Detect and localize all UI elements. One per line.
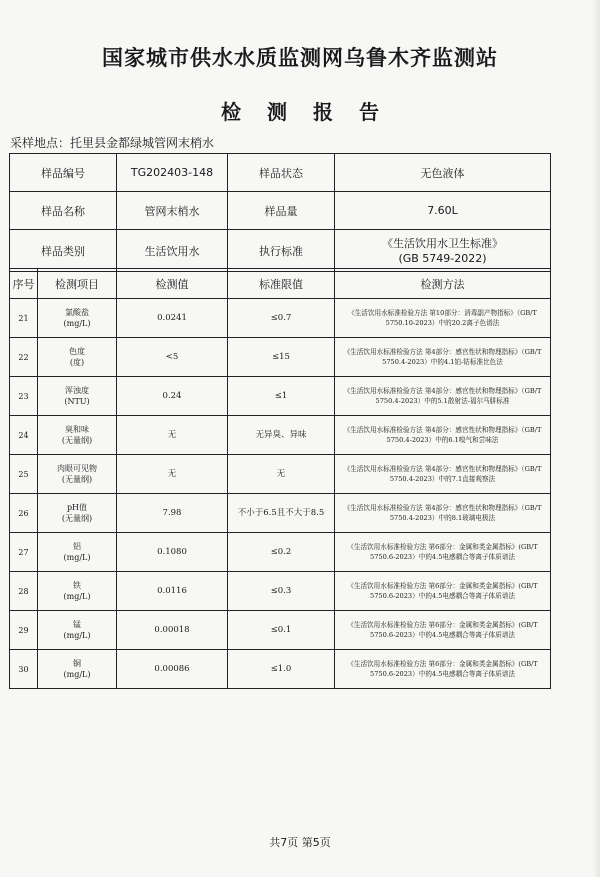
table-row — [10, 494, 551, 533]
sample-category-value: 生活饮用水 — [117, 230, 228, 272]
standard-value — [335, 230, 551, 272]
results-header-row — [10, 269, 551, 299]
item-unit: (mg/L) — [63, 553, 91, 562]
item-name: pH值 — [66, 503, 88, 512]
results-table — [9, 268, 551, 689]
test-method: 《生活饮用水标准检验方法 第4部分：感官性状和物理指标》（GB/T 5750.4-2023）中的7.1直接观察法 — [335, 455, 551, 494]
report-title: 检测报告 — [221, 100, 405, 124]
test-method: 《生活饮用水标准检验方法 第6部分：金属和类金属指标》(GB/T 5750.6-2023）中的4.5电感耦合等离子体质谱法 — [335, 572, 551, 611]
test-method: 《生活饮用水标准检验方法 第6部分：金属和类金属指标》(GB/T 5750.6-2023）中的4.5电感耦合等离子体质谱法 — [335, 650, 551, 689]
item-name: 铝 — [73, 542, 81, 551]
item-unit: (度) — [69, 358, 85, 367]
sample-id-label: 样品编号 — [10, 154, 117, 192]
item-unit: (无量纲) — [61, 475, 93, 484]
test-value: 7.98 — [117, 494, 228, 533]
item-unit: (mg/L) — [63, 670, 91, 679]
item-name: 色度 — [69, 347, 85, 356]
item-name: 铁 — [73, 581, 81, 590]
sample-name-label: 样品名称 — [10, 192, 117, 230]
row-number: 24 — [10, 416, 38, 455]
header-method: 检测方法 — [335, 269, 551, 299]
standard-limit: ≤1.0 — [228, 650, 335, 689]
row-number: 21 — [10, 299, 38, 338]
item-unit: (mg/L) — [63, 592, 91, 601]
table-row — [10, 533, 551, 572]
sample-qty-value: 7.60L — [335, 192, 551, 230]
table-row — [10, 377, 551, 416]
test-item — [38, 455, 117, 494]
item-name: 铜 — [73, 659, 81, 668]
item-unit: (NTU) — [64, 397, 90, 406]
item-unit: (无量纲) — [61, 514, 93, 523]
standard-limit: 无异臭、异味 — [228, 416, 335, 455]
item-unit: (mg/L) — [63, 631, 91, 640]
table-row — [10, 338, 551, 377]
test-method: 《生活饮用水标准检验方法 第6部分：金属和类金属指标》(GB/T 5750.6-2023）中的4.5电感耦合等离子体质谱法 — [335, 533, 551, 572]
test-method: 《生活饮用水标准检验方法 第10部分：消毒副产物指标》（GB/T 5750.10-2023）中的20.2离子色谱法 — [335, 299, 551, 338]
header-limit: 标准限值 — [228, 269, 335, 299]
test-method: 《生活饮用水标准检验方法 第4部分：感官性状和物理指标》（GB/T 5750.4-2023）中的4.1铂-钴标准比色法 — [335, 338, 551, 377]
row-number: 26 — [10, 494, 38, 533]
test-value: 0.00018 — [117, 611, 228, 650]
test-item — [38, 416, 117, 455]
item-name: 氯酸盐 — [65, 308, 89, 317]
results-body — [10, 299, 551, 689]
scan-edge — [592, 0, 600, 877]
standard-limit: ≤15 — [228, 338, 335, 377]
table-row — [10, 299, 551, 338]
standard-limit: ≤0.2 — [228, 533, 335, 572]
test-value: 0.0116 — [117, 572, 228, 611]
item-name: 浑浊度 — [65, 386, 89, 395]
test-item — [38, 611, 117, 650]
test-value: 0.24 — [117, 377, 228, 416]
sample-state-value: 无色液体 — [335, 154, 551, 192]
row-number: 29 — [10, 611, 38, 650]
item-unit: (无量纲) — [61, 436, 93, 445]
sample-category-label: 样品类别 — [10, 230, 117, 272]
test-value: <5 — [117, 338, 228, 377]
test-item — [38, 650, 117, 689]
table-row — [10, 455, 551, 494]
item-name: 肉眼可见物 — [57, 464, 97, 473]
sample-info-table — [9, 153, 551, 272]
row-number: 30 — [10, 650, 38, 689]
test-value: 无 — [117, 416, 228, 455]
sample-qty-label: 样品量 — [228, 192, 335, 230]
standard-name: 《生活饮用水卫生标准》 — [382, 236, 503, 250]
table-row — [10, 650, 551, 689]
header-no: 序号 — [10, 269, 38, 299]
table-row — [10, 611, 551, 650]
row-number: 22 — [10, 338, 38, 377]
test-item — [38, 494, 117, 533]
header-item: 检测项目 — [38, 269, 117, 299]
table-row — [10, 572, 551, 611]
sample-name-value: 管网末梢水 — [117, 192, 228, 230]
test-value: 0.00086 — [117, 650, 228, 689]
standard-limit: 无 — [228, 455, 335, 494]
test-value: 0.1080 — [117, 533, 228, 572]
row-number: 23 — [10, 377, 38, 416]
test-item — [38, 572, 117, 611]
sample-state-label: 样品状态 — [228, 154, 335, 192]
test-method: 《生活饮用水标准检验方法 第4部分：感官性状和物理指标》（GB/T 5750.4-2023）中的8.1玻璃电极法 — [335, 494, 551, 533]
row-number: 27 — [10, 533, 38, 572]
standard-limit: ≤1 — [228, 377, 335, 416]
page-number: 共7页 第5页 — [269, 836, 331, 849]
test-item — [38, 533, 117, 572]
item-unit: (mg/L) — [63, 319, 91, 328]
test-item — [38, 338, 117, 377]
header-value: 检测值 — [117, 269, 228, 299]
test-value: 0.0241 — [117, 299, 228, 338]
row-number: 28 — [10, 572, 38, 611]
standard-limit: 不小于6.5且不大于8.5 — [228, 494, 335, 533]
test-method: 《生活饮用水标准检验方法 第4部分：感官性状和物理指标》（GB/T 5750.4-2023）中的5.1散射法-福尔马肼标准 — [335, 377, 551, 416]
table-row — [10, 416, 551, 455]
page-title: 国家城市供水水质监测网乌鲁木齐监测站 — [102, 46, 498, 70]
row-number: 25 — [10, 455, 38, 494]
test-method: 《生活饮用水标准检验方法 第6部分：金属和类金属指标》(GB/T 5750.6-2023）中的4.5电感耦合等离子体质谱法 — [335, 611, 551, 650]
test-value: 无 — [117, 455, 228, 494]
standard-limit: ≤0.7 — [228, 299, 335, 338]
test-item — [38, 299, 117, 338]
standard-code: (GB 5749-2022) — [398, 251, 487, 265]
test-method: 《生活饮用水标准检验方法 第4部分：感官性状和物理指标》（GB/T 5750.4-2023）中的6.1嗅气和尝味法 — [335, 416, 551, 455]
standard-limit: ≤0.3 — [228, 572, 335, 611]
item-name: 锰 — [73, 620, 81, 629]
standard-label: 执行标准 — [228, 230, 335, 272]
test-item — [38, 377, 117, 416]
sampling-site: 采样地点：托里县金都绿城管网末梢水 — [10, 136, 215, 150]
standard-limit: ≤0.1 — [228, 611, 335, 650]
sample-id-value: TG202403-148 — [117, 154, 228, 192]
item-name: 臭和味 — [65, 425, 89, 434]
